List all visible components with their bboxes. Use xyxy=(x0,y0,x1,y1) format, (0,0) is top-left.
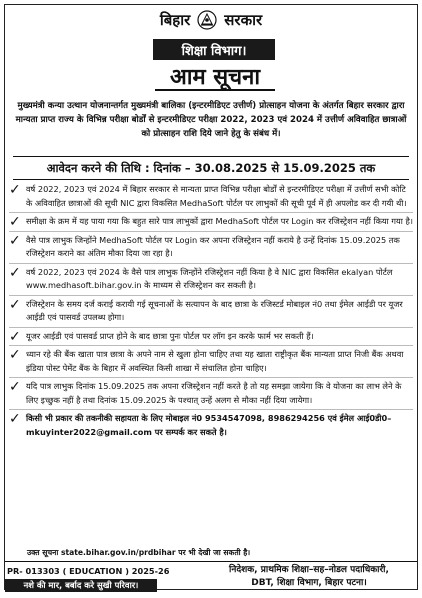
website-note: उक्त सूचना state.bihar.gov.in/prdbihar पर भी देखी जा सकती है। xyxy=(27,548,251,557)
anti-drug-slogan: नशे की मार, बर्बाद करे सुखी परिवार। xyxy=(5,579,157,592)
header-right-word: सरकार xyxy=(224,11,263,29)
check-mark-icon: ✓ xyxy=(9,328,21,345)
notice-title: आम सूचना xyxy=(155,63,275,91)
signatory-block xyxy=(203,564,415,590)
notice-point xyxy=(9,183,413,213)
notice-footer xyxy=(5,561,417,592)
notice-point-text: यदि पात्र लाभुक दिनांक 15.09.2025 तक अपना रजिस्ट्रेशन नहीं करते है तो यह समझा जायेगा कि वे योजना का लाभ लेने के लिए इच्छुक नहीं है तथा दिनांक 15.09.2025 के पश्चात् उन्हें अलग से मौका नहीं दिया जायेगा। xyxy=(26,381,402,405)
department-banner: शिक्षा विभाग। xyxy=(153,39,275,60)
notice-point-text: समीक्षा के क्रम में यह पाया गया कि बहुत सारे पात्र लाभुकों द्वारा MedhaSoft पोर्टल पर Login कर रजिस्ट्रेशन नहीं किया गया है। xyxy=(26,216,413,226)
check-mark-icon: ✓ xyxy=(9,214,21,230)
notice-point xyxy=(9,348,413,378)
pr-number: PR- 013303 ( EDUCATION ) 2025-26 xyxy=(7,566,170,576)
application-date-band: आवेदन करने की तिथि : दिनांक – 30.08.2025 से 15.09.2025 तक xyxy=(13,156,409,180)
government-header xyxy=(5,9,417,31)
notice-subject: मुख्यमंत्री कन्या उत्थान योजनान्तर्गत मुख्यमंत्री बालिका (इन्टरमीडिएट उत्तीर्ण) प्रोत्साहन योजना के अंतर्गत बिहार सरकार द्वारा मान्यता प्राप्त राज्य के विभिन्न परीक्षा बोर्डों से इन्टरमीडिएट परीक्षा 2022, 2023 एवं 2024 में उत्तीर्ण अविवाहित छात्राओं को प्रोत्साहन राशि दिये जाने हेतु के संबंध में। xyxy=(15,101,407,139)
notice-point-text: रजिस्ट्रेशन के समय दर्ज कराई करायी गई सूचनाओं के सत्यापन के बाद छात्रा के रजिस्टर्ड मोबाइल नं0 तथा ईमेल आईडी पर यूजर आईडी एवं पासवर्ड उपलब्ध होगा। xyxy=(26,298,403,322)
state-emblem-icon xyxy=(196,9,218,31)
notice-point-text: ध्यान रहे की बैंक खाता पात्र छात्रा के अपने नाम से खुला होना चाहिए तथा यह खाता राष्ट्रीकृत बैंक मान्यता प्राप्त निजी बैंक अथवा इंडिया पोस्ट पेमेंट बैंक के बिहार में अवस्थित किसी शाखा में संचालित होना चाहिए। xyxy=(26,349,404,373)
notice-point xyxy=(9,266,413,296)
notice-point-text: वर्ष 2022, 2023 एवं 2024 के वैसे पात्र लाभुक जिन्होंने रजिस्ट्रेशन नहीं किया है वे NIC द्वारा विकसित ekalyan पोर्टल www.medhasoft.bihar.gov.in के माध्यम से रजिस्ट्रेशन कर सकती है। xyxy=(26,266,393,290)
signatory-line-1: निदेशक, प्राथमिक शिक्षा–सह–नोडल पदाधिकारी, xyxy=(229,565,389,575)
notice-point xyxy=(9,330,413,347)
notice-point-text: वैसे पात्र लाभुक जिन्होंने MedhaSoft पोर्टल पर Login कर अपना रजिस्ट्रेशन नहीं कराये है उन्हें दिनांक 15.09.2025 तक रजिस्ट्रेशन कराने का अंतिम मौका दिया जा रहा है। xyxy=(26,234,400,258)
check-mark-icon: ✓ xyxy=(9,411,21,427)
notice-point xyxy=(9,215,413,232)
notice-point-text: किसी भी प्रकार की तकनीकी सहायता के लिए मोबाइल नं0 9534547098, 8986294256 एवं ईमेल आई0डी0–mkuyinter2022@gmail.com पर सम्पर्क कर सकते है। xyxy=(26,413,392,437)
notice-point xyxy=(9,298,413,328)
header-left-word: बिहार xyxy=(159,11,191,29)
check-mark-icon: ✓ xyxy=(9,264,21,281)
notice-page xyxy=(4,4,418,590)
notice-points xyxy=(9,183,413,443)
check-mark-icon: ✓ xyxy=(9,182,21,198)
notice-point xyxy=(9,380,413,410)
signatory-line-2: DBT, शिक्षा विभाग, बिहार पटना। xyxy=(251,578,367,588)
check-mark-icon: ✓ xyxy=(9,232,21,249)
notice-point-contact xyxy=(9,412,413,441)
check-mark-icon: ✓ xyxy=(9,379,21,395)
notice-point-text: वर्ष 2022, 2023 एवं 2024 में बिहार सरकार से मान्यता प्राप्त विभिन्न परीक्षा बोर्डों से इन्टरमीडिएट परीक्षा में उत्तीर्ण सभी कोटि के अविवाहित छात्राओं की सूची NIC द्वारा विकसित MedhaSoft पोर्टल पर लाभुकों की सूची पूर्व में ही अपलोड कर दी गयी थी। xyxy=(26,184,407,208)
notice-point xyxy=(9,234,413,264)
check-mark-icon: ✓ xyxy=(9,347,21,363)
check-mark-icon: ✓ xyxy=(9,296,21,313)
notice-point-text: यूजर आईडी एवं पासवर्ड प्राप्त होने के बाद छात्रा पुनः पोर्टल पर लॉग इन करके फार्म भर सकती हैं। xyxy=(26,330,314,341)
